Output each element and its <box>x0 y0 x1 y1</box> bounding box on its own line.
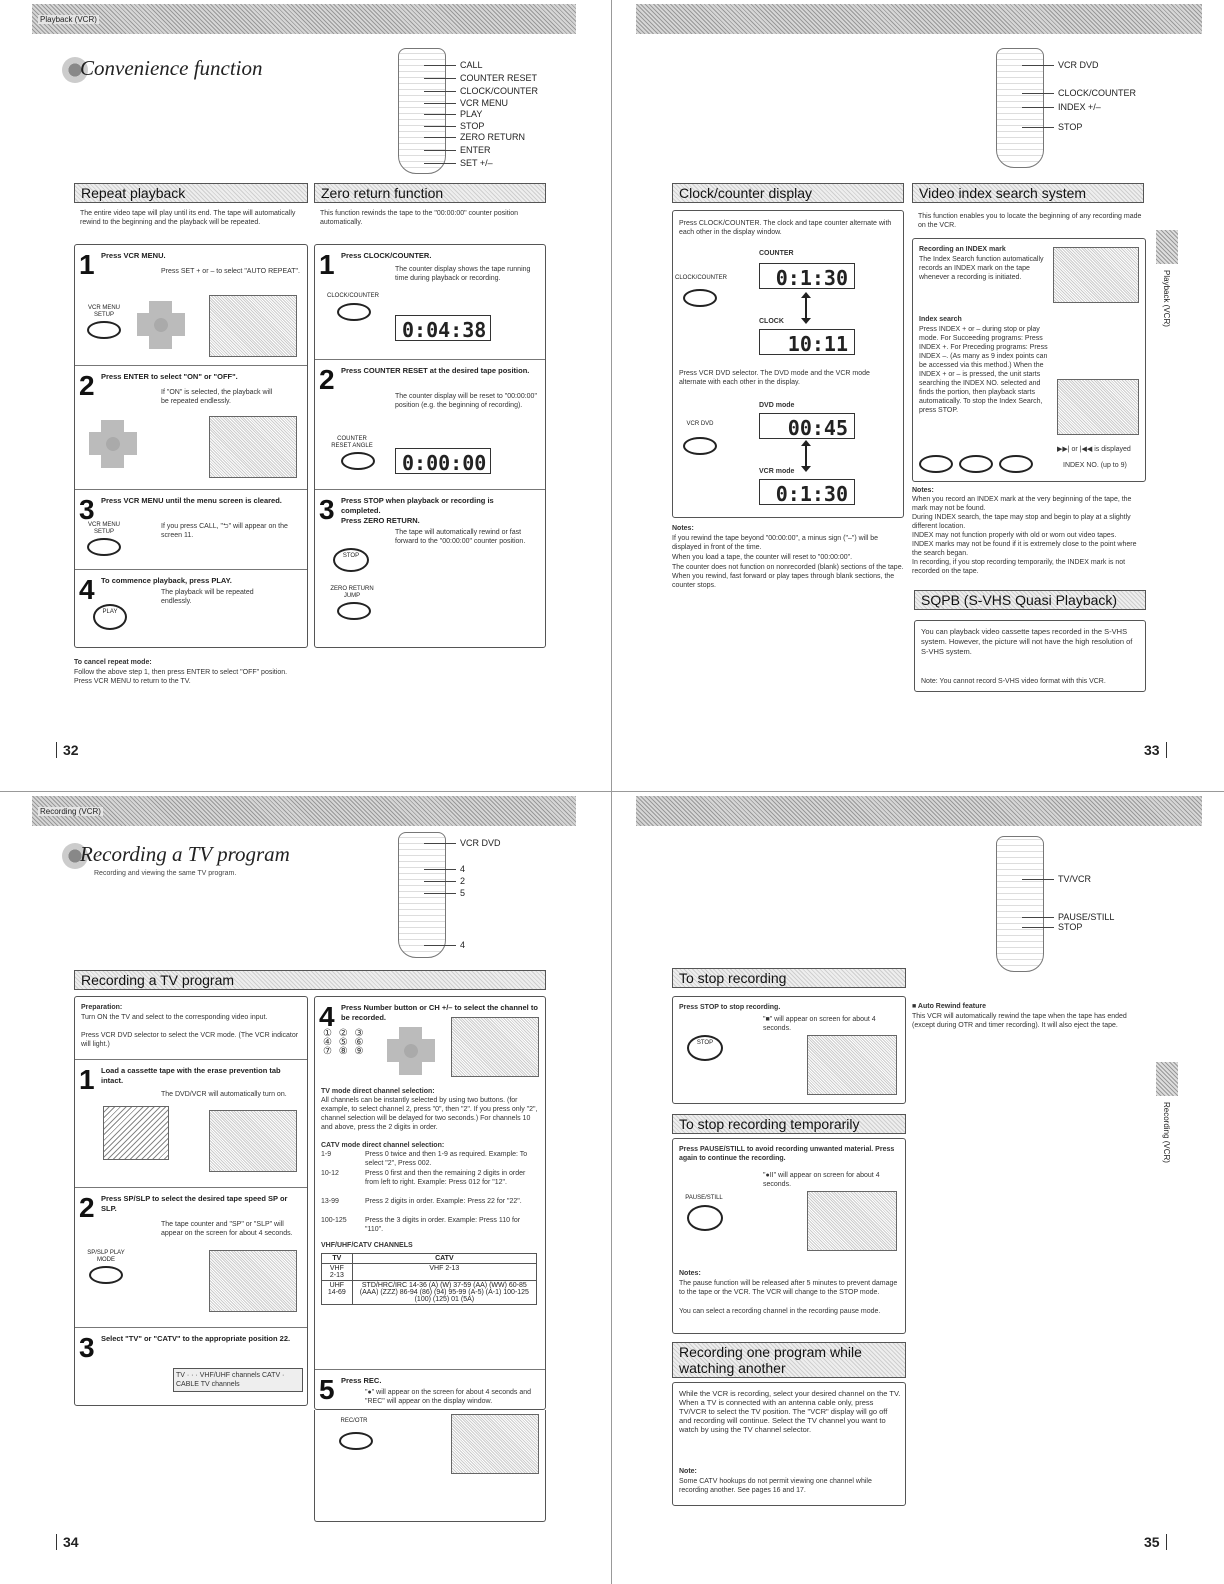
lcd-label: VCR mode <box>759 468 795 475</box>
remote-label: PLAY <box>460 109 483 119</box>
step-number: 4 <box>319 1001 335 1032</box>
tv-screen <box>209 295 297 357</box>
tv-mode-text: All channels can be instantly selected by using two buttons. (for example, to select channel 2, press "0", then "2". If you press only "2", channel selection will be delayed for two seconds.) For channels 10 and above, press the 2 digits in order. <box>321 1097 538 1131</box>
step-3 <box>75 1327 307 1407</box>
auto-text: This VCR will automatically rewind the tape when the tape has ended (except during OTR and timer recording). It will also eject the tape. <box>912 1013 1127 1029</box>
remote-label: VCR DVD <box>1058 60 1099 70</box>
table-heading: VHF/UHF/CATV CHANNELS <box>321 1242 413 1249</box>
sub-heading: Recording an INDEX mark <box>919 246 1006 253</box>
step-number: 1 <box>79 1064 95 1095</box>
sqpb-box <box>914 620 1146 692</box>
table-header: CATV <box>352 1254 536 1264</box>
number-buttons[interactable]: ① ② ③ ④ ⑤ ⑥ ⑦ ⑧ ⑨ <box>323 1028 366 1057</box>
step-number: 2 <box>79 370 95 401</box>
remote-label: 4 <box>460 864 466 874</box>
zero-return-button[interactable] <box>337 602 371 620</box>
channel-table <box>321 1253 537 1305</box>
lcd-label: DVD mode <box>759 402 795 409</box>
step-3 <box>75 489 307 569</box>
index-text: Press INDEX + or – during stop or play mode. For Succeeding programs: Press INDEX +. For Preceding programs: Press INDEX –. (As many as 9 index points can be accessed via this method.) When the INDEX + or – is pressed, the unit starts searching the INDEX NO. selected and finds the portion, then playback starts automatically. To stop the Index Search, press STOP. <box>919 326 1048 414</box>
alternate-arrow <box>805 297 807 319</box>
button-label: ZERO RETURN JUMP <box>330 586 374 599</box>
step-title: Press ENTER to select "ON" or "OFF". <box>101 372 238 381</box>
step-text: The counter display will be reset to "00:00:00" position (e.g. the beginning of recording). <box>395 393 537 409</box>
pause-text: Press PAUSE/STILL to avoid recording unwanted material. Press again to continue the recording. <box>679 1146 895 1162</box>
remote-label: STOP <box>1058 922 1083 932</box>
step-text: The DVD/VCR will automatically turn on. <box>161 1091 287 1098</box>
step-number: 2 <box>319 364 335 395</box>
notes-heading: Notes: <box>912 487 934 494</box>
remote-label: TV/VCR <box>1058 874 1092 884</box>
page-subtitle: Recording and viewing the same TV program. <box>94 870 237 877</box>
page-title: Recording a TV program <box>62 842 290 869</box>
counter-reset-button[interactable] <box>341 452 375 470</box>
page-33 <box>612 0 1224 792</box>
step-number: 5 <box>319 1374 335 1405</box>
step-number: 4 <box>79 574 95 605</box>
step-number: 3 <box>79 494 95 525</box>
tv-screen <box>451 1017 539 1077</box>
intro-text: This function rewinds the tape to the "00:00:00" counter position automatically. <box>320 210 518 226</box>
section-label: Recording (VCR) <box>40 807 101 816</box>
header-bar <box>32 4 576 34</box>
note-item: When you record an INDEX mark at the very beginning of the tape, the mark may not be found. <box>912 496 1132 512</box>
button-label: CLOCK/COUNTER <box>327 293 380 299</box>
note-item: During INDEX search, the tape may stop and begin to play at a slightly different location. <box>912 514 1131 530</box>
remote-label: CLOCK/COUNTER <box>460 86 539 96</box>
watch-box <box>672 1382 906 1506</box>
tv-mode-heading: TV mode direct channel selection: <box>321 1088 435 1095</box>
step-title: Press REC. <box>341 1376 382 1385</box>
button-label: SP/SLP PLAY MODE <box>87 1250 125 1263</box>
catv-heading: CATV mode direct channel selection: <box>321 1142 445 1149</box>
step-title-2: Press ZERO RETURN. <box>341 516 420 525</box>
index-plus-button[interactable] <box>999 455 1033 473</box>
tv-screen <box>1053 247 1139 303</box>
catv-range: 13-99 <box>321 1198 339 1205</box>
dpad[interactable] <box>89 420 137 468</box>
section-label: Playback (VCR) <box>40 15 97 24</box>
catv-desc: Press 0 first and then the remaining 2 digits in order from left to right. Example: Press 012 for "12". <box>365 1170 526 1186</box>
page-35 <box>612 792 1224 1584</box>
tv-catv-switch[interactable]: TV · · · VHF/UHF channels CATV · CABLE TV channels <box>173 1368 303 1392</box>
remote-illustration <box>996 836 1044 972</box>
step-text: The counter display shows the tape running time during playback or recording. <box>395 266 531 282</box>
note-heading: Note: <box>679 1468 697 1475</box>
right-steps-box <box>314 996 546 1410</box>
note-item: INDEX marks may not be found if it is extremely close to the point where the search began. <box>912 541 1137 557</box>
lcd-label: COUNTER <box>759 250 794 257</box>
clock-display: 10:11 <box>759 329 855 355</box>
header-bar <box>636 4 1202 34</box>
page-34 <box>0 792 612 1584</box>
prep-heading: Preparation: <box>81 1004 123 1011</box>
note-item: INDEX may not function properly with old or worn out video tapes. <box>912 532 1117 539</box>
tv-screen <box>209 1250 297 1312</box>
remote-illustration <box>996 48 1044 168</box>
note-item: You can select a recording channel in the recording pause mode. <box>679 1308 881 1315</box>
header-bar <box>636 796 1202 826</box>
step-title: Press SP/SLP to select the desired tape speed SP or SLP. <box>101 1194 288 1213</box>
dpad[interactable] <box>137 301 185 349</box>
remote-illustration <box>398 48 446 174</box>
catv-desc: Press the 3 digits in order. Example: Press 110 for "110". <box>365 1217 521 1233</box>
page-32 <box>0 0 612 792</box>
step-number: 3 <box>79 1332 95 1363</box>
intro-text: The entire video tape will play until its end. The tape will automatically rewind to the beginning and the playback will be repeated. <box>80 210 296 226</box>
stop-text: Press STOP to stop recording. <box>679 1004 781 1011</box>
tv-screen <box>1057 379 1139 435</box>
step-title: Select "TV" or "CATV" to the appropriate position 22. <box>101 1334 291 1343</box>
remote-label: ENTER <box>460 145 491 155</box>
stop-box <box>672 996 906 1104</box>
step-text: The tape will automatically rewind or fast forward to the "00:00:00" counter position. <box>395 529 526 545</box>
table-header: TV <box>322 1254 353 1264</box>
table-cell: UHF 14-69 <box>322 1281 353 1305</box>
tv-screen <box>807 1035 897 1095</box>
play-button[interactable]: PLAY <box>93 604 127 630</box>
step-2 <box>75 365 307 489</box>
notes-heading: Notes: <box>672 525 694 532</box>
step-text: If you press CALL, "⮌" will appear on the screen 11. <box>161 523 288 539</box>
vcr-illustration <box>103 1106 169 1160</box>
step-4 <box>315 997 545 1357</box>
page-number: 33 <box>1144 742 1167 758</box>
remote-label: PAUSE/STILL <box>1058 912 1115 922</box>
page-number: 35 <box>1144 1534 1167 1550</box>
pause-box <box>672 1138 906 1334</box>
stop-button[interactable]: STOP <box>687 1035 723 1061</box>
dpad[interactable] <box>387 1027 435 1075</box>
auto-heading: ■ Auto Rewind feature <box>912 1003 986 1010</box>
step-title: Press Number button or CH +/– to select the channel to be recorded. <box>341 1003 538 1022</box>
repeat-steps-box <box>74 244 308 648</box>
step-number: 3 <box>319 494 335 525</box>
counter-display: 0:1:30 <box>759 263 855 289</box>
page-number: 34 <box>56 1534 79 1550</box>
step-4 <box>75 569 307 649</box>
remote-label: SET +/– <box>460 158 493 168</box>
notes-heading: Notes: <box>679 1270 701 1277</box>
step-1 <box>75 245 307 365</box>
sp-slp-button[interactable] <box>89 1266 123 1284</box>
stop-button[interactable] <box>959 455 993 473</box>
step-title: Press VCR MENU. <box>101 251 166 260</box>
step-text: Press SET + or – to select "AUTO REPEAT". <box>161 268 300 275</box>
step-number: 1 <box>319 249 335 280</box>
note-item: When you load a tape, the counter will reset to "00:00:00". <box>672 554 853 561</box>
step-title: Press CLOCK/COUNTER. <box>341 251 432 260</box>
step-text: The tape counter and "SP" or "SLP" will appear on the screen for about 4 seconds. <box>161 1221 293 1237</box>
step-5 <box>315 1369 545 1411</box>
remote-label: 2 <box>460 876 466 886</box>
step-number: 2 <box>79 1192 95 1223</box>
tv-screen <box>451 1414 539 1474</box>
lcd-label: CLOCK <box>759 318 784 325</box>
tv-screen <box>807 1191 897 1251</box>
section-heading: Recording one program while watching another <box>672 1342 906 1378</box>
table-cell: VHF 2-13 <box>322 1264 353 1281</box>
side-tab <box>1156 1062 1178 1096</box>
catv-range: 10-12 <box>321 1170 339 1177</box>
clock-counter-button[interactable] <box>683 289 717 307</box>
step-number: 1 <box>79 249 95 280</box>
dvd-text: Press VCR DVD selector. The DVD mode and the VCR mode alternate with each other in the display. <box>679 370 870 386</box>
cancel-heading: To cancel repeat mode: <box>74 659 152 666</box>
step-text: The playback will be repeated endlessly. <box>161 589 254 605</box>
watch-text: While the VCR is recording, select your desired channel on the TV. When a TV is connected with an antenna cable only, press TV/VCR to select the TV position. The "VCR" display will go off and recording will continue. Select the TV channel you want to watch by using the TV channel selector. <box>679 1389 901 1434</box>
remote-label: CALL <box>460 60 483 70</box>
sub-heading: Index search <box>919 316 962 323</box>
remote-label: STOP <box>1058 122 1083 132</box>
catv-range: 1-9 <box>321 1151 332 1158</box>
remote-label: INDEX +/– <box>1058 102 1101 112</box>
counter-display: 0:00:00 <box>395 448 491 474</box>
section-heading: Video index search system <box>912 183 1144 203</box>
section-heading: To stop recording temporarily <box>672 1114 906 1134</box>
page-number: 32 <box>56 742 79 758</box>
pause-text-2: "●II" will appear on screen for about 4 seconds. <box>763 1172 880 1188</box>
remote-label: CLOCK/COUNTER <box>1058 88 1137 98</box>
catv-desc: Press 2 digits in order. Example: Press 22 for "22". <box>365 1198 522 1205</box>
cancel-text: Follow the above step 1, then press ENTER to select "OFF" position. Press VCR MENU to return to the TV. <box>74 669 288 685</box>
remote-illustration <box>398 832 446 958</box>
display-text: ▶▶| or |◀◀ is displayed <box>1057 446 1131 453</box>
counter-display: 0:04:38 <box>395 315 491 341</box>
tv-screen <box>209 416 297 478</box>
vcr-display: 0:1:30 <box>759 479 855 505</box>
button-label: CLOCK/COUNTER <box>675 275 728 281</box>
sqpb-text: You can playback video cassette tapes recorded in the S-VHS system. However, the picture will not have the high resolution of S-VHS system. <box>921 627 1133 656</box>
remote-label: VCR MENU <box>460 98 509 108</box>
vcr-dvd-button[interactable] <box>683 437 717 455</box>
sqpb-note: Note: You cannot record S-VHS video format with this VCR. <box>921 678 1106 685</box>
pause-still-button[interactable] <box>687 1205 723 1231</box>
step-title: To commence playback, press PLAY. <box>101 576 232 585</box>
section-heading: Recording a TV program <box>74 970 546 990</box>
step-title: Load a cassette tape with the erase prevention tab intact. <box>101 1066 281 1085</box>
step-3 <box>315 489 545 649</box>
note-item: The counter does not function on nonrecorded (blank) sections of the tape. When you rewind, fast forward or play tapes through blank sections, the counter stops. <box>672 564 904 589</box>
header-bar <box>32 796 576 826</box>
note-item: The pause function will be released after 5 minutes to prevent damage to the tape or the VCR. The VCR will change to the STOP mode. <box>679 1280 898 1296</box>
catv-desc: Press 0 twice and then 1-9 as required. Example: To select "2", Press 002. <box>365 1151 528 1167</box>
table-cell: STD/HRC/IRC 14-36 (A) (W) 37-59 (AA) (WW) 60-85 (AAA) (ZZZ) 86-94 (86) (94) 95-99 (A-5) (A-1) 100-125 (100) (125) 01 (5A) <box>352 1281 536 1305</box>
button-label: PAUSE/STILL <box>685 1195 723 1201</box>
step-text: If "ON" is selected, the playback will be repeated endlessly. <box>161 389 273 405</box>
zero-steps-box <box>314 244 546 648</box>
alternate-arrow <box>805 445 807 467</box>
left-steps-box <box>74 996 308 1406</box>
remote-label: 4 <box>460 940 466 950</box>
prep-item: Press VCR DVD selector to select the VCR mode. (The VCR indicator will light.) <box>81 1032 299 1048</box>
button-label: VCR MENU SETUP <box>87 305 120 318</box>
rec-button[interactable] <box>339 1432 373 1450</box>
note-item: In recording, if you stop recording temporarily, the INDEX mark is not recorded on the tape. <box>912 559 1126 575</box>
section-heading: Zero return function <box>314 183 546 203</box>
step-2 <box>315 359 545 489</box>
button-label: REC/OTR <box>340 1418 368 1424</box>
button-label: VCR DVD <box>686 421 714 427</box>
clock-counter-button[interactable] <box>337 303 371 321</box>
section-heading: To stop recording <box>672 968 906 988</box>
side-label: Playback (VCR) <box>1162 270 1171 327</box>
clock-box <box>672 210 904 518</box>
section-heading: SQPB (S-VHS Quasi Playback) <box>914 590 1146 610</box>
side-label: Recording (VCR) <box>1162 1102 1171 1163</box>
remote-label: 5 <box>460 888 466 898</box>
button-label: COUNTER RESET ANGLE <box>331 436 373 449</box>
intro-text: This function enables you to locate the beginning of any recording made on the VCR. <box>918 213 1142 229</box>
step-title: Press COUNTER RESET at the desired tape position. <box>341 366 530 375</box>
page-title: Convenience function <box>62 56 263 83</box>
stop-text-2: "■" will appear on screen for about 4 seconds. <box>763 1016 876 1032</box>
prep-item: Turn ON the TV and select to the corresponding video input. <box>81 1014 268 1021</box>
section-heading: Clock/counter display <box>672 183 904 203</box>
section-heading: Repeat playback <box>74 183 308 203</box>
vcr-menu-button[interactable] <box>87 321 121 339</box>
step-2 <box>75 1187 307 1327</box>
dvd-display: 00:45 <box>759 413 855 439</box>
table-cell: VHF 2-13 <box>352 1264 536 1281</box>
rec-text: The Index Search function automatically records an INDEX mark on the tape whenever a recording is initiated. <box>919 256 1044 281</box>
step-title: Press STOP when playback or recording is completed. <box>341 496 494 515</box>
remote-label: COUNTER RESET <box>460 73 538 83</box>
step-1 <box>75 1059 307 1187</box>
remote-label: VCR DVD <box>460 838 501 848</box>
catv-range: 100-125 <box>321 1217 347 1224</box>
watch-note: Some CATV hookups do not permit viewing one channel while recording another. See pages 16 and 17. <box>679 1478 872 1494</box>
index-minus-button[interactable] <box>919 455 953 473</box>
rec-box <box>314 1410 546 1522</box>
button-label: VCR MENU SETUP <box>87 522 120 535</box>
stop-button[interactable]: STOP <box>333 548 369 572</box>
tv-screen <box>209 1110 297 1172</box>
side-tab <box>1156 230 1178 264</box>
remote-label: STOP <box>460 121 485 131</box>
video-index-box <box>912 238 1146 482</box>
step-title: Press VCR MENU until the menu screen is cleared. <box>101 496 282 505</box>
step-1 <box>315 245 545 359</box>
remote-label: ZERO RETURN <box>460 132 525 142</box>
step-text: "●" will appear on the screen for about 4 seconds and "REC" will appear on the display window. <box>365 1389 532 1405</box>
vcr-menu-button[interactable] <box>87 538 121 556</box>
intro-text: Press CLOCK/COUNTER. The clock and tape counter alternate with each other in the display window. <box>679 220 892 236</box>
note-item: If you rewind the tape beyond "00:00:00", a minus sign ("–") will be displayed in front of the time. <box>672 535 879 551</box>
index-no-text: INDEX NO. (up to 9) <box>1063 462 1127 469</box>
